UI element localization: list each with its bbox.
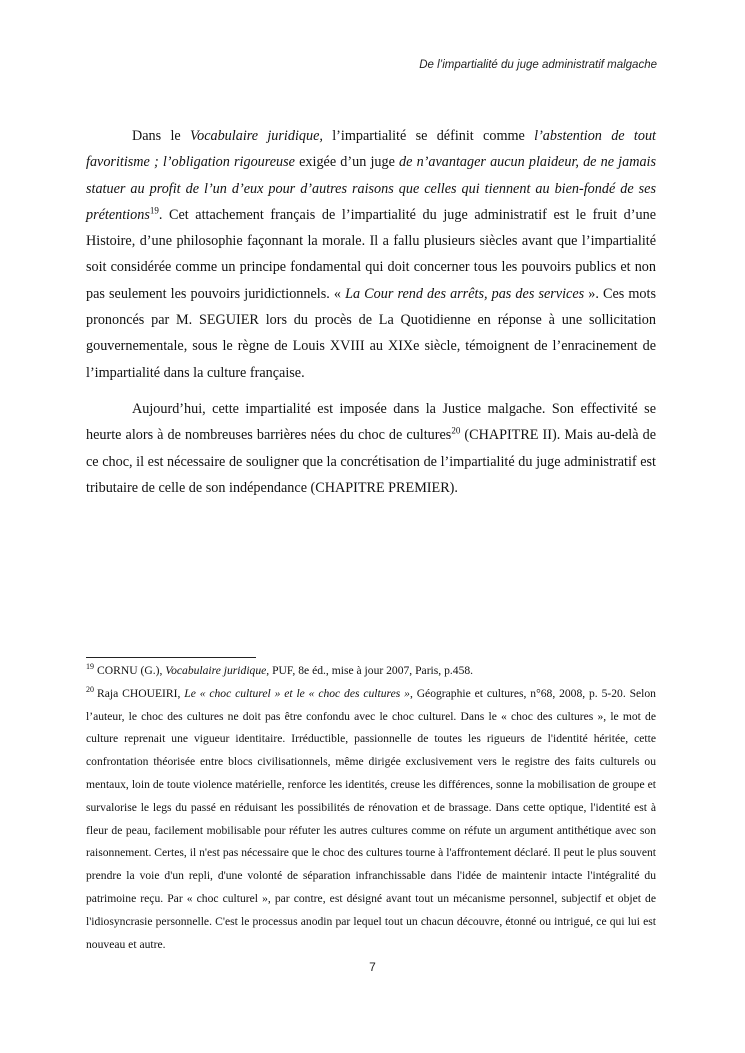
paragraph-1: Dans le Vocabulaire juridique, l’impartialité se définit comme l’abstention de tout favoritisme ; l’obligation rigoureuse exigée d’un juge de n’avantager aucun plaideur, de ne jamais statuer au profit de l’un d’eux pour d’autres raisons que celles qui tiennent au bien-fondé de ses prétentions$^{19}$. Cet attachement français de l’impartialité du juge administratif est le fruit d’une Histoire, d’une philosophie façonnant la morale. Il a fallu plusieurs siècles avant que l’impartialité soit considérée comme un principe fondamental qui doit concerner tous les pouvoirs publics et non pas seulement les pouvoirs juridictionnels. « La Cour rend des arrêts, pas des services ». Ces mots prononcés par M. SEGUIER lors du procès de La Quotidienne en réponse à une sollicitation gouvernementale, sous le règne de Louis XVIII au XIXe siècle, témoignent de l’enracinement de l’impartialité dans la culture française. xyxy=(86,128,657,381)
footnote-ref-19[interactable]: 19 xyxy=(149,205,159,216)
footnote-19: $^{19}$ CORNU (G.), Vocabulaire juridique, PUF, 8e éd., mise à jour 2007, Paris, p.458. xyxy=(86,662,474,677)
footnote-number: 20 xyxy=(86,684,94,694)
footnotes xyxy=(86,660,656,956)
footnote-20: $^{20}$ Raja CHOUEIRI, Le « choc culturel » et le « choc des cultures », Géographie et cultures, n°68, 2008, p. 5-20. Selon l’auteur, le choc des cultures ne doit pas être confondu avec le choc culturel. Dans le « choc des cultures », le mot de culture reprenait une vigueur identitaire. Irréductible, passionnelle de toutes les rigueurs de l'identité héritée, cette confrontation théorisée entre blocs civilisationnels, même dirigée exclusivement vers le registre des faits culturels ou mentaux, loin de toute violence matérielle, renforce les identités, creuse les différences, sonne la mobilisation de groupe et survalorise le legs du passé en réduisant les possibilités de rénovation et de brassage. Dans cette optique, l'identité est à fleur de peau, facilement mobilisable pour réfuter les autres cultures comme on réfute un argument antithétique avec son raisonnement. Certes, il n'est pas nécessaire que le choc des cultures tourne à l'affrontement déclaré. Il peut le plus souvent prendre la voie d'un repli, d'une volonté de séparation infranchissable dans l'idée de maintenir intacte l'intégralité du patrimoine reçu. Par « choc culturel », par contre, est désigné avant tout un mécanisme personnel, subjectif et objet de l'idiosyncrasie personnelle. C'est le processus anodin par lequel tout un chacun découvre, étonné ou intrigué, ce qui lui est nouveau et autre. xyxy=(86,684,656,951)
footnote-ref-20[interactable]: 20 xyxy=(451,425,461,436)
footnote-separator xyxy=(86,657,256,658)
body-text xyxy=(86,123,656,501)
page-number: 7 xyxy=(369,960,376,974)
footnote-number: 19 xyxy=(86,662,94,672)
running-header: De l’impartialité du juge administratif malgache xyxy=(419,59,657,71)
paragraph-2: Aujourd’hui, cette impartialité est imposée dans la Justice malgache. Son effectivité se heurte alors à de nombreuses barrières nées du choc de cultures$^{20}$ (CHAPITRE II). Mais au-delà de ce choc, il est nécessaire de souligner que la concrétisation de l’impartialité du juge administratif est tributaire de celle de son indépendance (CHAPITRE PREMIER). xyxy=(86,400,656,496)
